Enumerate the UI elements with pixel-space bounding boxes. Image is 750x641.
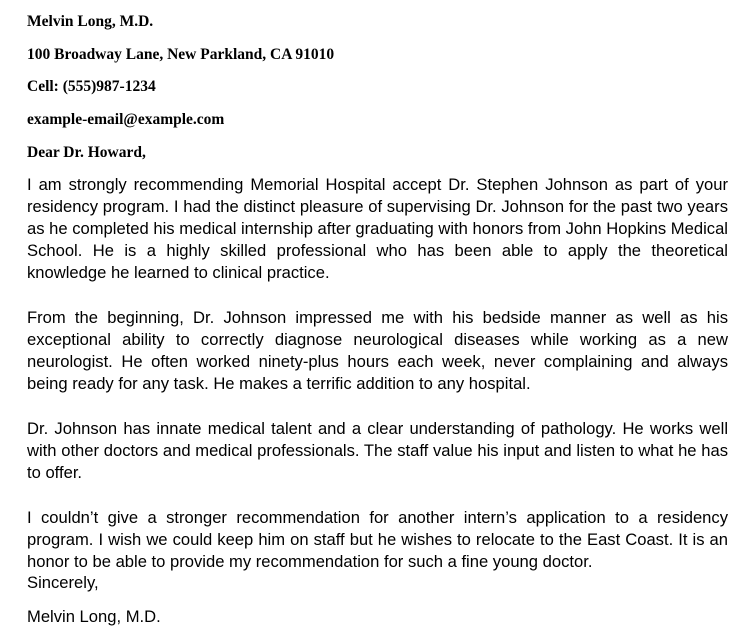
salutation: Dear Dr. Howard, xyxy=(27,144,146,161)
sender-email: example-email@example.com xyxy=(27,111,225,128)
paragraph: From the beginning, Dr. Johnson impressed me with his bedside manner as well as his exceptional ability to correctly diagnose neurological diseases while working as a new neurologist. He often worked ninety-plus hours each week, never complaining and always being ready for any task. He makes a terrific addition to any hospital. xyxy=(27,308,728,393)
signature-name: Melvin Long, M.D. xyxy=(27,607,161,626)
sender-address: 100 Broadway Lane, New Parkland, CA 91010 xyxy=(27,46,335,63)
paragraph: I couldn’t give a stronger recommendation for another intern’s application to a residency program. I wish we could keep him on staff but he wishes to relocate to the East Coast. It is an honor to be able to provide my recommendation for such a fine young doctor. xyxy=(27,508,728,571)
letter-body xyxy=(27,174,728,596)
paragraph: I am strongly recommending Memorial Hospital accept Dr. Stephen Johnson as part of your residency program. I had the distinct pleasure of supervising Dr. Johnson for the past two years as he completed his medical internship after graduating with honors from John Hopkins Medical School. He is a highly skilled professional who has been able to apply the theoretical knowledge he learned to clinical practice. xyxy=(27,175,728,282)
sender-name: Melvin Long, M.D. xyxy=(27,13,154,30)
closing: Sincerely, xyxy=(27,573,99,592)
paragraph: Dr. Johnson has innate medical talent and a clear understanding of pathology. He works well with other doctors and medical professionals. The staff value his input and listen to what he has to offer. xyxy=(27,419,728,482)
sender-cell: Cell: (555)987-1234 xyxy=(27,78,156,95)
